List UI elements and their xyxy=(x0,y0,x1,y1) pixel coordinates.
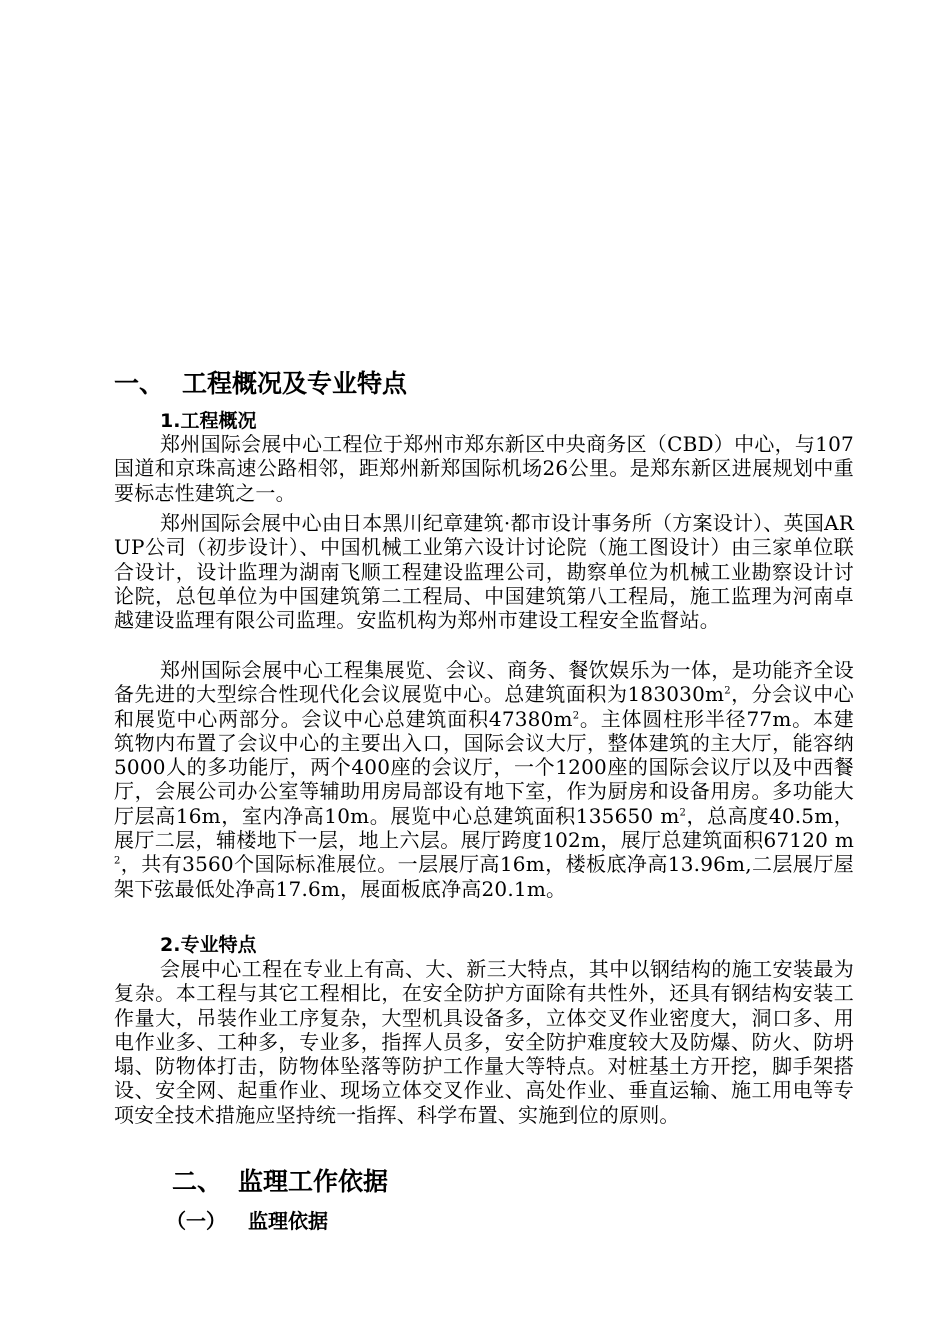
subsection-heading-features: 2.专业特点 xyxy=(160,934,257,956)
section-title: 工程概况及专业特点 xyxy=(182,369,408,398)
section-number: 一、 xyxy=(114,369,165,398)
text-segment: ，共有3560个国际标准展位。一层展厅高16m，楼板底净高13.96m,二层展厅屋架下弦最低处净高17.6m，展面板底净高20.1m。 xyxy=(114,852,854,901)
superscript: 2 xyxy=(679,807,687,819)
section-number: 二、 xyxy=(172,1167,223,1196)
text-segment: ，总高度40.5m，展厅二层，辅楼地下一层，地上六层。展厅跨度102m，展厅总建筑面积67120 m xyxy=(114,803,854,853)
section-heading-2 xyxy=(172,1164,388,1200)
superscript: 2 xyxy=(572,709,580,721)
subsection-number: （一） xyxy=(166,1209,226,1233)
text-segment: 郑州国际会展中心工程集展览、会议、商务、餐饮娱乐为一体，是功能齐全设备先进的大型综合性现代化会议展览中心。总建筑面积为183030m xyxy=(114,658,854,707)
paragraph-design-units: 郑州国际会展中心由日本黑川纪章建筑·都市设计事务所（方案设计）、英国ARUP公司（初步设计）、中国机械工业第六设计讨论院（施工图设计）由三家单位联合设计，设计监理为湖南飞顺工程建设监理公司，勘察单位为机械工业勘察设计讨论院，总包单位为中国建筑第二工程局、中国建筑第八工程局，施工监理为河南卓越建设监理有限公司监理。安监机构为郑州市建设工程安全监督站。 xyxy=(114,511,854,633)
paragraph-professional-features: 会展中心工程在专业上有高、大、新三大特点，其中以钢结构的施工安装最为复杂。本工程与其它工程相比，在安全防护方面除有共性外，还具有钢结构安装工作量大，吊装作业工序复杂，大型机具设备多，立体交叉作业密度大，洞口多、用电作业多、工种多，专业多，指挥人员多，安全防护难度较大及防爆、防火、防坍塌、防物体打击，防物体坠落等防护工作量大等特点。对桩基土方开挖，脚手架搭设、安全网、起重作业、现场立体交叉作业、高处作业、垂直运输、施工用电等专项安全技术措施应坚持统一指挥、科学布置、实施到位的原则。 xyxy=(114,957,854,1127)
paragraph-location: 郑州国际会展中心工程位于郑州市郑东新区中央商务区（CBD）中心，与107国道和京珠高速公路相邻，距郑州新郑国际机场26公里。是郑东新区进展规划中重要标志性建筑之一。 xyxy=(114,432,854,505)
text-segment: ，分会议中心和展览中心两部分。会议中心总建筑面积47380m xyxy=(114,682,855,731)
subsection-title: 监理依据 xyxy=(248,1209,328,1233)
paragraph-building-scale xyxy=(114,658,854,901)
section-title: 监理工作依据 xyxy=(238,1167,389,1196)
subsection-heading-basis xyxy=(166,1207,328,1235)
section-heading-1 xyxy=(114,366,407,402)
superscript: 2 xyxy=(114,855,121,867)
subsection-heading-overview: 1.工程概况 xyxy=(160,410,257,432)
superscript: 2 xyxy=(724,685,731,697)
text-segment: 。主体圆柱形半径77m。本建筑物内布置了会议中心的主要出入口，国际会议大厅，整体建筑的主大厅，能容纳5000人的多功能厅，两个400座的会议厅，一个1200座的国际会议厅以及中西餐厅，会展公司办公室等辅助用房局部设有地下室，作为厨房和设备用房。多功能大厅层高16m，室内净高10m。展览中心总建筑面积135650 m xyxy=(114,706,854,828)
